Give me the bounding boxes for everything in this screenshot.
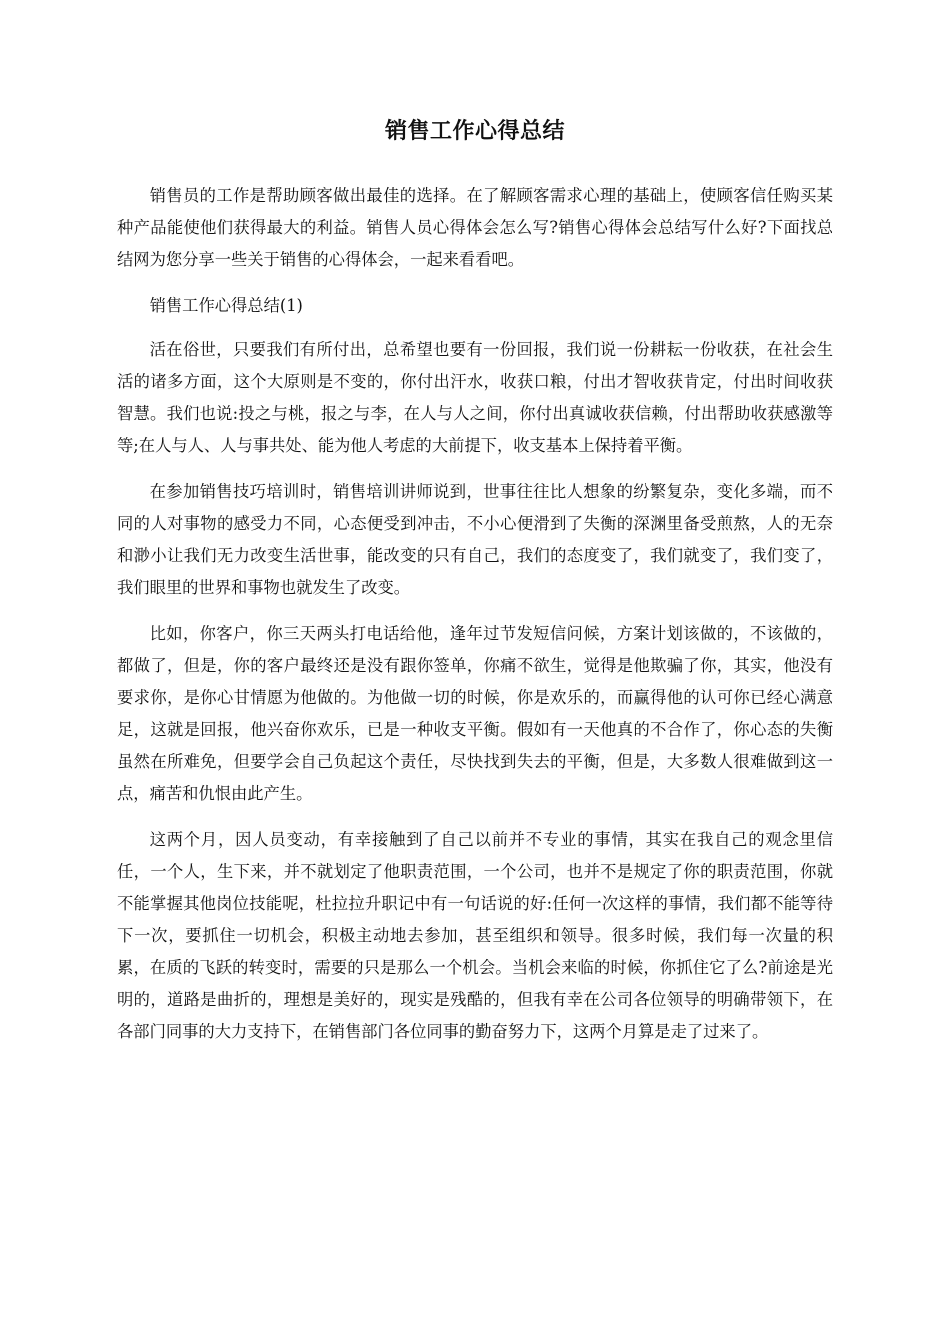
section-heading: 销售工作心得总结(1) — [149, 296, 303, 315]
body-paragraph: 这两个月，因人员变动，有幸接触到了自己以前并不专业的事情，其实在我自己的观念里信任，一个人，生下来，并不就划定了他职责范围，一个公司，也并不是规定了你的职责范围，你就不能掌握其他岗位技能呢，杜拉拉升职记中有一句话说的好:任何一次这样的事情，我们都不能等待下一次，要抓住一切机会，积极主动地去参加，甚至组织和领导。很多时候，我们每一次量的积累，在质的飞跃的转变时，需要的只是那么一个机会。当机会来临的时候，你抓住它了么?前途是光明的，道路是曲折的，理想是美好的，现实是残酷的，但我有幸在公司各位领导的明确带领下，在各部门同事的大力支持下，在销售部门各位同事的勤奋努力下，这两个月算是走了过来了。 — [117, 830, 833, 1041]
document-body — [117, 180, 833, 1062]
body-paragraph: 活在俗世，只要我们有所付出，总希望也要有一份回报，我们说一份耕耘一份收获，在社会生活的诸多方面，这个大原则是不变的，你付出汗水，收获口粮，付出才智收获肯定，付出时间收获智慧。我们也说:投之与桃，报之与李，在人与人之间，你付出真诚收获信赖，付出帮助收获感激等等;在人与人、人与事共处、能为他人考虑的大前提下，收支基本上保持着平衡。 — [117, 340, 833, 455]
body-paragraph: 比如，你客户，你三天两头打电话给他，逢年过节发短信问候，方案计划该做的，不该做的，都做了，但是，你的客户最终还是没有跟你签单，你痛不欲生，觉得是他欺骗了你，其实，他没有要求你，是你心甘情愿为他做的。为他做一切的时候，你是欢乐的，而赢得他的认可你已经心满意足，这就是回报，他兴奋你欢乐，已是一种收支平衡。假如有一天他真的不合作了，你心态的失衡虽然在所难免，但要学会自己负起这个责任，尽快找到失去的平衡，但是，大多数人很难做到这一点，痛苦和仇恨由此产生。 — [117, 624, 833, 803]
body-paragraph: 在参加销售技巧培训时，销售培训讲师说到，世事往往比人想象的纷繁复杂，变化多端，而不同的人对事物的感受力不同，心态便受到冲击，不小心便滑到了失衡的深渊里备受煎熬，人的无奈和渺小让我们无力改变生活世事，能改变的只有自己，我们的态度变了，我们就变了，我们变了，我们眼里的世界和事物也就发生了改变。 — [117, 482, 833, 597]
document-title: 销售工作心得总结 — [384, 118, 565, 144]
intro-paragraph: 销售员的工作是帮助顾客做出最佳的选择。在了解顾客需求心理的基础上，使顾客信任购买某种产品能使他们获得最大的利益。销售人员心得体会怎么写?销售心得体会总结写什么好?下面找总结网为您分享一些关于销售的心得体会，一起来看看吧。 — [117, 186, 833, 269]
